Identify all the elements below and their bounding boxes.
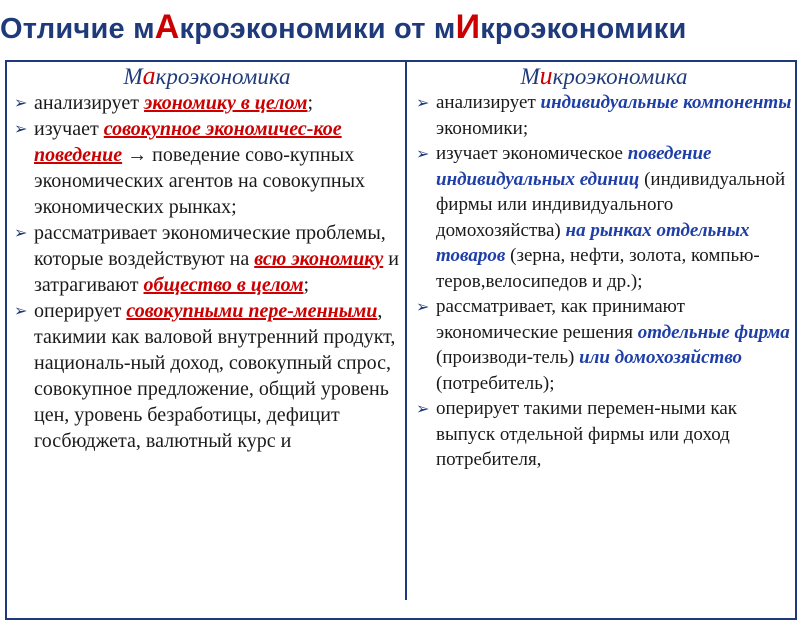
list-item: ➢ изучает совокупное экономичес-кое поведение → поведение сово-купных экономических агентов на совокупных экономических рынках; — [14, 118, 366, 218]
macro-heading: Макроэкономика — [123, 61, 291, 90]
list-item: ➢ анализирует индивидуальные компоненты экономики; — [416, 92, 792, 139]
page-title: Отличие мАкроэкономики от мИкроэкономики — [0, 8, 687, 46]
arrow-bullet-icon: ➢ — [14, 93, 28, 112]
list-item: ➢ оперирует такими перемен-ными как выпуск отдельной фирмы или доход потребителя, — [416, 398, 738, 470]
micro-column — [414, 62, 794, 473]
arrow-bullet-icon: ➢ — [416, 399, 430, 418]
list-item: ➢ изучает экономическое поведение индивидуальных единиц (индивидуальной фирмы или индивидуального домохозяйства) на рынках отдельных товаров (зерна, нефти, золота, компью-теров,велосипедов и др.); — [416, 143, 786, 292]
arrow-bullet-icon: ➢ — [14, 301, 28, 320]
macro-column — [12, 62, 402, 454]
arrow-bullet-icon: ➢ — [14, 223, 28, 242]
arrow-bullet-icon: ➢ — [416, 93, 430, 112]
list-item: ➢ рассматривает экономические проблемы, которые воздействуют на всю экономику и затрагивают общество в целом; — [14, 222, 399, 296]
list-item: ➢ анализирует экономику в целом; — [14, 92, 314, 114]
micro-heading: Микроэкономика — [520, 61, 688, 90]
arrow-bullet-icon: ➢ — [416, 144, 430, 163]
list-item: ➢ рассматривает, как принимают экономические решения отдельные фирма (производи-тель) или домохозяйство (потребитель); — [416, 296, 790, 394]
column-divider — [405, 60, 407, 600]
list-item: ➢ оперирует совокупными пере-менными, такимии как валовой внутренний продукт, националь-ный доход, совокупный спрос, совокупное предложение, общий уровень цен, уровень безработицы, дефицит госбюджета, валютный курс и — [14, 300, 396, 452]
arrow-bullet-icon: ➢ — [14, 119, 28, 138]
arrow-bullet-icon: ➢ — [416, 297, 430, 316]
